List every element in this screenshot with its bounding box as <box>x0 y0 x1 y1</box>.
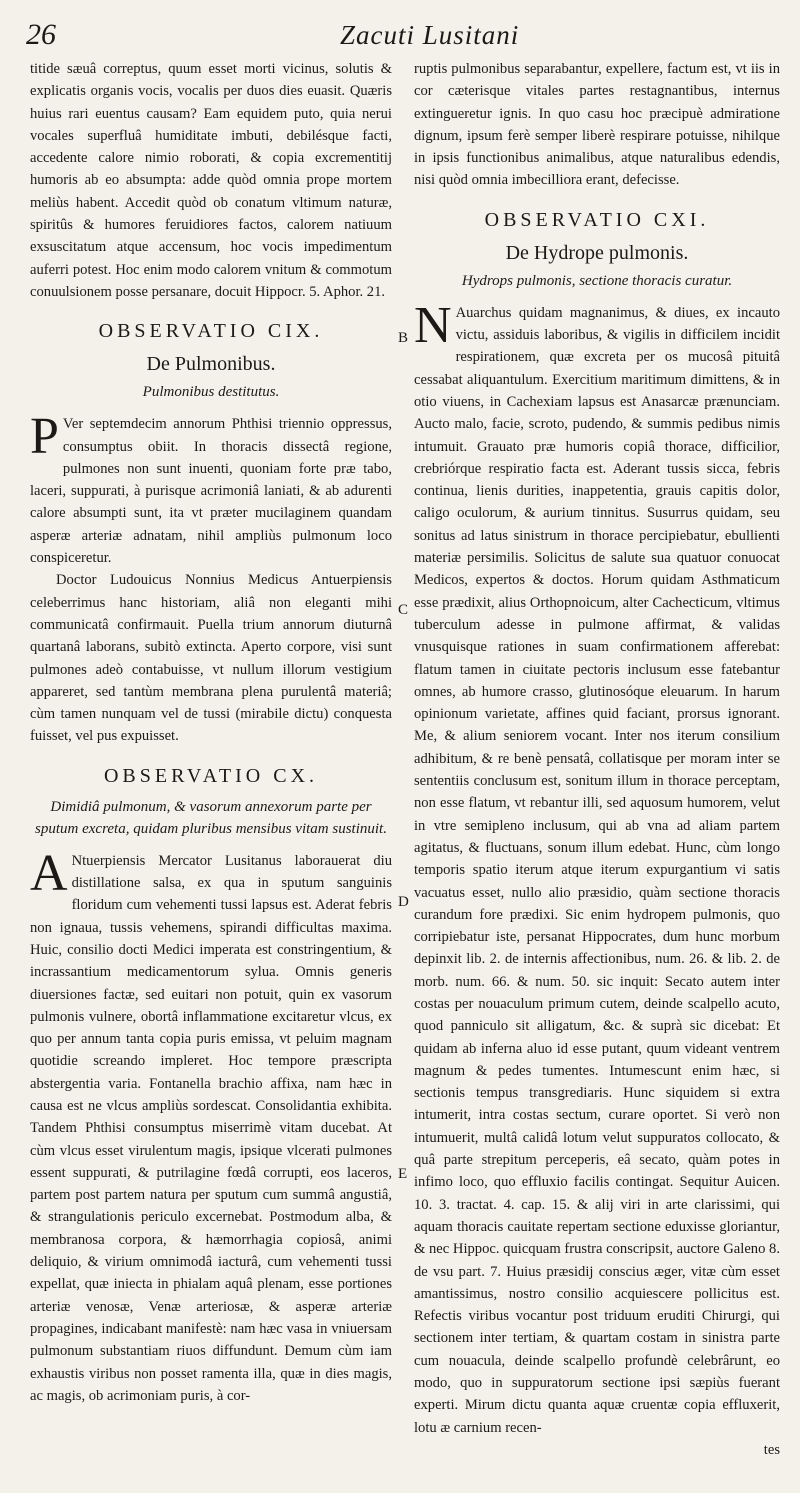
observation-111-heading: OBSERVATIO CXI. <box>484 208 710 231</box>
dropcap: P <box>30 408 59 466</box>
observation-109-subtitle: Pulmonibus destitutus. <box>142 384 280 401</box>
paragraph-text: Ntuerpiensis Mercator Lusitanus laborauerat diu distillatione salsa, ex qua in sputum sanguinis floridum cum vehementi tussi lapsus est. Aderat febris non ignaua, tussis vehemens, spirandi difficultas maxima. Huic, consilio docti Medici imperata est constringentium, & incrassantium medicamentorum sylua. Omnis generis diuersiones factæ, sed euitari non potuit, quin ex vasorum pulmonis vulnere, obortâ inflammatione excitaretur vlcus, ex quo per annum tanta copia puris emissa, vt peluim magnam quotidie screando impleret. Hoc tempore præscripta abstergentia varia. Fontanella brachio affixa, nam hæc in causa est ne vlcus ampliùs sordescat. Consolidantia exhibita. Tandem Phthisi consumptus miserrimè vitam ducebat. At cùm vlcus esset virulentum magis, ipsique vlcerati pulmones essent suppurati, & putrilagine fœdâ corrupti, eos laceros, partem post partem natura per sputum cum summâ angustiâ, & strangulationis periculo excernebat. Postmodum alba, & membranosa corpora, & hæmorrhagia copiosâ, animi deliquio, & virium omnimodâ iacturâ, cum vehementi tussi expellat, quæ iniecta in phialam aquâ plenam, esse portiones arteriæ venosæ, Venæ arteriosæ, & asperæ arteriæ propagines, indicabant manifestè: nam hæc vasa in vniuersam pulmonum substantiam riuos diffundunt. Demum cùm iam exhaustis viribus non posset ramenta illa, quæ in dies magis, ac magis, ob acrimoniam puris, à cor- <box>30 852 392 1404</box>
observation-110-subtitle: Dimidiâ pulmonum, & vasorum annexorum parte per sputum excreta, quidam pluribus mensibus vitam sustinuit. <box>35 798 387 837</box>
observation-111-paragraph-1 <box>414 296 780 1439</box>
continuation-paragraph: ruptis pulmonibus separabantur, expellere, factum est, vt iis in cor cæterisque vitales partes restagnantibus, internus extingueretur ignis. In quo casu hoc præcipuè admiratione dignum, ipsum ferè semper liberè respirare potuisse, nihilque in ipsis functionibus animalibus, atque naturalibus edendis, nisi quòd omnia imbecilliora erant, defecisse. <box>414 61 780 189</box>
margin-letter-b: B <box>398 330 409 346</box>
dropcap: N <box>414 296 452 354</box>
paragraph-text: Auarchus quidam magnanimus, & diues, ex incauto victu, assiduis laboribus, & vigilis in difficilem incidit respirationem, quæ excreta per os mucosâ pituitâ cessabat aliquantulum. Exercitium maritimum dimittens, & in otio viuens, in Cachexiam lapsus est Anasarcæ prænunciam. Aucto malo, facie, scroto, pudendo, & summis pedibus nimis intumuit. Grauato præ humoris copiâ thorace, difficilior, crebriórque respiratio facta est. Aderant tussis sicca, febris continua, lienis durities, inappetentia, grauis capitis dolor, caligo oculorum, & aurium tinnitus. Susurrus quidam, seu sonitus ad latus sinistrum in thorace percipiebatur, ebullienti materiæ persimilis. Solicitus de salute sua quatuor conuocat Medicos, expertos & doctos. Horum quidam Asthmaticum esse prædixit, alius Orthopnoicum, alter Cachecticum, vltimus tuberculum adesse in pulmone affirmat, & validas vnusquisque rationes in suam confirmationem afferebat: flatum tamen in ciuitate pectoris inclusum esse fatebantur omnes, ab humore crasso, glutinosóque eleuarum. In harum opinionum varietate, affines quid faciant, prorsus ignorant. Me, & alium seniorem vocant. Inter nos iterum consilium adhibitum, & re benè pensatâ, collatisque per moram inter se sententiis conclusum est, sonitum illum in thorace perceptam, non esse flatum, vt rebantur illi, sed aquosum humorem, velut in vtre semipleno inclusum, qui ab vna ad aliam partem agitatus, & fluctuans, sonum illum edebat. Hunc, cùm longo temporis spatio iterum atque iterum expurgantium vi satis vacuatus esset, nullo alio præsidio, quàm sectione thoracis curandum fore prædixi. Sic enim hydropem pulmonis, quo corripiebatur iste, persanat Hippocrates, dum hunc morbum depinxit lib. 2. de internis affectionibus, num. 26. & lib. 2. de morb. num. 66. & num. 50. sic inquit: Secato autem inter costas per nouaculum primum cutem, deinde scalpello acuto, quod panniculo sit alligatum, &c. & suprà sic dicebat: Et quidam ab inferna aluo id esse putant, quum videant ventrem magnum & pedes tumentes. Intumescunt enim hæc, si sectionis tempus transgrediaris. Hunc siquidem si extra intumerit, intra costas sectum, curare oportet. Si verò non intumuerit, multâ calidâ lotum velut suppuratos collocato, & quâ parte strepitum perceperis, eâ secato, quàm potes in infimo loco, quo effluxio facilis contingat. Sequitur Auicen. 10. 3. tractat. 4. cap. 15. & alij viri in arte clarissimi, qui aquam thoracis cauitate repertam sectione eduxisse gloriantur, & nec Hippoc. quicquam frustra conscripsit, auctore Galeno 8. de vsu part. 7. Huius præsidij conscius æger, vitæ cùm esset amantissimus, nostro consilio acquiescere pollicitus est. Refectis viribus vocantur post triduum eruditi Chirurgi, qui sectionem inter tertiam, & quartam costam in sinistra parte cum nouacula, deinde scalpello profundè celebrârunt, eo modo, quo in suppuratorum sectione ipsi sæpiùs fuerant experti. Mirum dictu quanta aquæ cruentæ copia effluxerit, lotu æ carnium recen- <box>414 304 780 1436</box>
margin-letter-c: C <box>398 602 409 618</box>
observation-110-heading: OBSERVATIO CX. <box>103 764 319 787</box>
left-column <box>30 58 392 1407</box>
margin-letter-e: E <box>398 1166 408 1182</box>
catchword: tes <box>763 1441 780 1458</box>
paragraph-text: Ver septemdecim annorum Phthisi triennio oppressus, consumptus obiit. In thoracis dissectâ regione, pulmones non sunt inuenti, quoniam forte præ tabo, laceri, suppurati, à purisque acrimoniâ laniati, & ab adurenti calore absumpti sunt, ita vt præter mucilaginem quandam asperæ arteriæ adnatam, nihil ampliùs pulmonum loco conspiceretur. <box>30 416 392 567</box>
observation-110-paragraph-1 <box>30 844 392 1407</box>
running-title: Zacuti Lusitani <box>340 20 520 50</box>
dropcap: A <box>30 844 68 902</box>
right-column <box>414 58 780 1461</box>
page-header <box>0 14 800 54</box>
observation-111-subtitle: Hydrops pulmonis, sectione thoracis curatur. <box>461 272 733 289</box>
observation-109-paragraph-1 <box>30 408 392 569</box>
observation-109-paragraph-2: Doctor Ludouicus Nonnius Medicus Antuerpiensis celeberrimus hanc historiam, aliâ non eleganti mihi communicatâ confirmauit. Puella trium annorum diuturnâ quartanâ laborans, subitò extincta. Aperto corpore, visi sunt pulmones adeò contabuisse, vt nullum illorum vestigium appareret, sed tantùm membrana plena purulentâ materiâ; cùm tamen nunquam vel de tussi (mirabile dictu) conquesta fuisset, vel pus expuisset. <box>30 572 392 745</box>
observation-111-title: De Hydrope pulmonis. <box>505 241 689 264</box>
page-number: 26 <box>26 18 56 51</box>
observation-109-title: De Pulmonibus. <box>146 353 276 376</box>
margin-letter-d: D <box>398 894 409 910</box>
observation-109-heading: OBSERVATIO CIX. <box>98 320 324 343</box>
continuation-paragraph: titide sæuâ correptus, quum esset morti vicinus, solutis & explicatis organis vocis, vocalis per duos dies euasit. Quæris huius rari euentus causam? Eam equidem puto, quia nerui vocales superfluâ humiditate imbuti, debilésque facti, accedente calore nimio roborati, & copia excrementitij humoris ab eo absumpta: adde quòd omnia prope mortem meliùs habent. Accedit quòd ob conatum vltimum naturæ, spiritûs & humores feruidiores factos, calorem natiuum exsuscitatum atque accensum, hoc vocis impedimentum auferri potest. Hoc enim modo calorem vnitum & commotum conuulsionem posse persanare, docuit Hippocr. 5. Aphor. 21. <box>30 61 392 300</box>
